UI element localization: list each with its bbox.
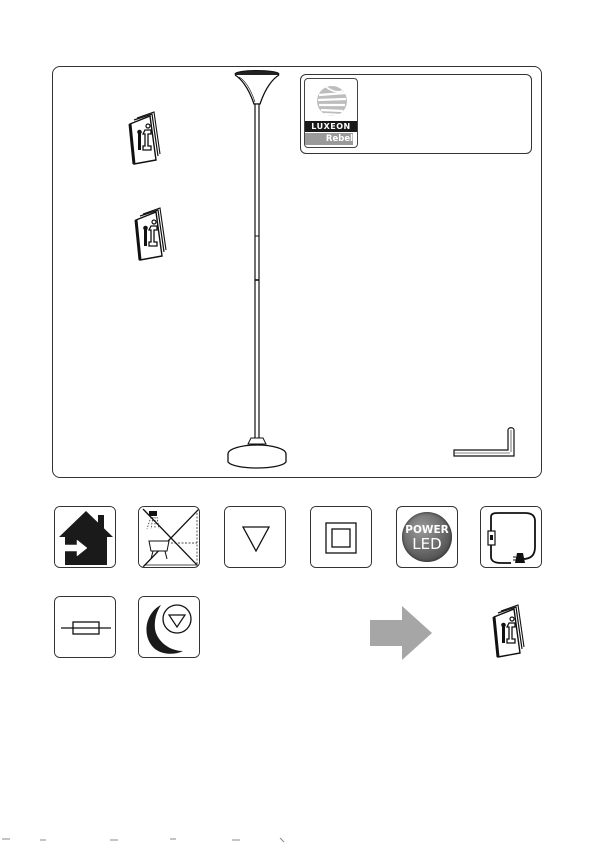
luxeon-brand-text: LUXEON	[305, 121, 357, 132]
dimmer-tile	[138, 596, 200, 658]
power-led-line2: LED	[412, 535, 442, 553]
manual-booklet-icon	[130, 205, 170, 263]
scan-edge-marks	[0, 833, 596, 843]
no-bathroom-tile	[138, 506, 200, 568]
power-led-line1: POWER	[405, 524, 449, 536]
luxeon-model-text: Rebel	[305, 133, 353, 145]
allen-key-icon	[452, 426, 520, 462]
power-led-tile	[396, 506, 458, 568]
luxeon-logo	[304, 78, 358, 148]
double-insulation-icon	[311, 507, 372, 568]
indoor-use-tile	[54, 506, 116, 568]
arrow-right-icon	[370, 606, 434, 660]
floor-lamp-illustration	[222, 68, 292, 474]
manual-booklet-icon	[488, 602, 528, 660]
power-cord-plug-icon	[481, 507, 542, 568]
dimmer-icon	[139, 597, 200, 658]
indoor-use-icon	[55, 507, 116, 568]
manual-booklet-icon	[124, 110, 164, 166]
fuse-icon	[55, 597, 116, 658]
power-cord-tile	[480, 506, 542, 568]
led-emitter-icon	[315, 83, 349, 119]
double-insulation-tile	[310, 506, 372, 568]
triangle-symbol-tile	[224, 506, 286, 568]
power-led-icon	[402, 512, 452, 562]
no-bathroom-icon	[139, 507, 200, 568]
fuse-tile	[54, 596, 116, 658]
triangle-symbol-icon	[225, 507, 286, 568]
